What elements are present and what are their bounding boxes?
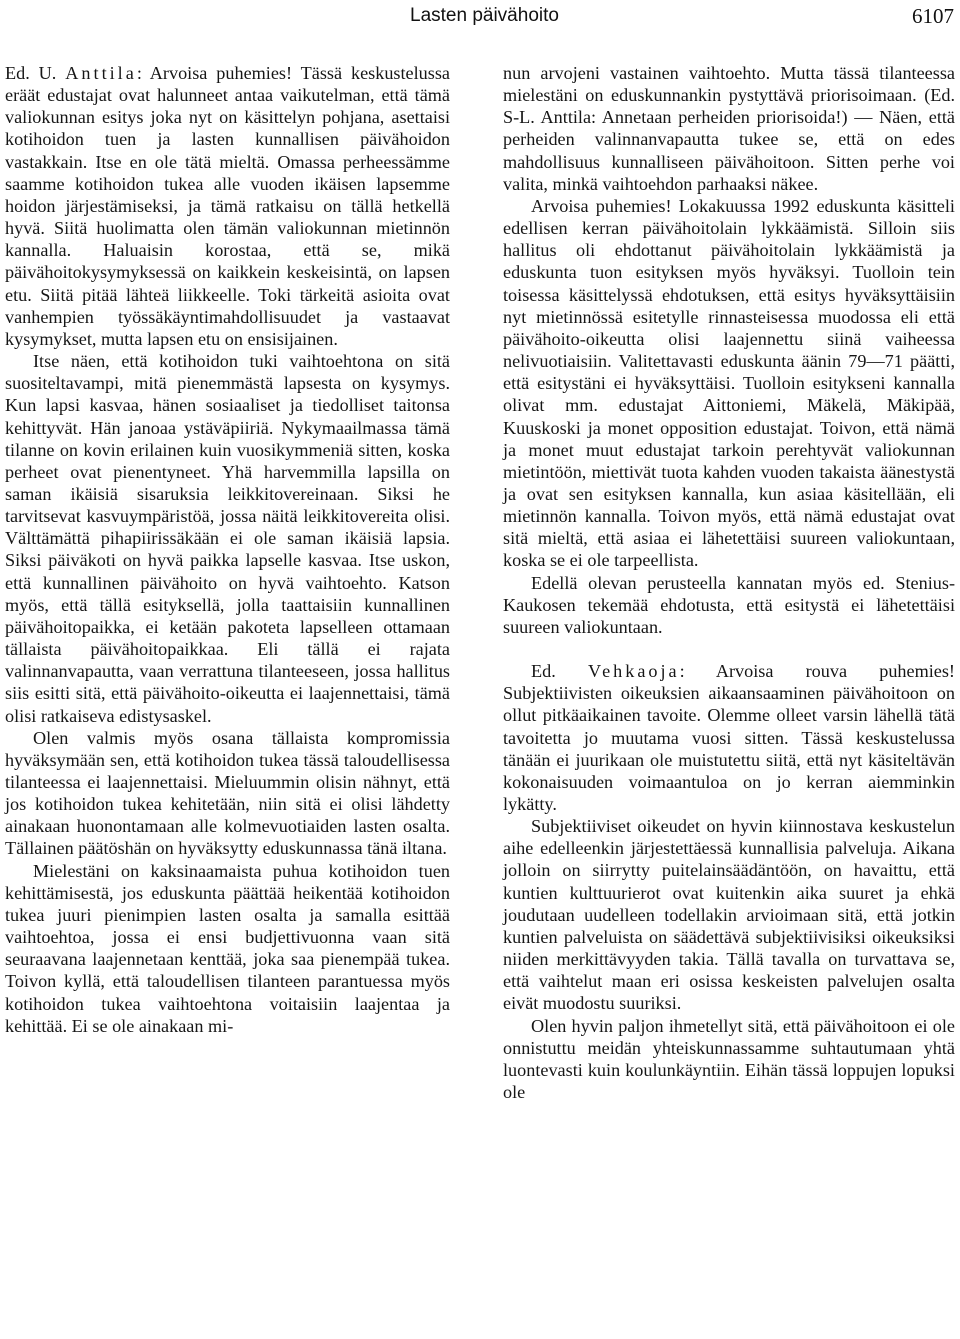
speaker-name: Anttila	[65, 63, 137, 83]
paragraph-anttila-speech	[5, 62, 450, 350]
paragraph: Edellä olevan perusteella kannatan myös ed. Stenius-Kaukosen tekemää ehdotusta, että esitystä ei lähetettäisi suureen valiokuntaan.	[503, 572, 955, 637]
right-column	[503, 62, 955, 1103]
paragraph: Olen valmis myös osana tällaista kompromissia hyväksymään sen, että kotihoidon tukea tässä taloudellisessa tilanteessa ei laajennettaisi. Mieluummin olisin nähnyt, että jos kotihoidon tukea kehitetään, niin sitä ei olisi lähdetty ainakaan huonontamaan alle kolmevuotiaiden lasten osalta. Tällainen päätöshän on hyväksytty eduskunnassa tänä iltana.	[5, 727, 450, 859]
paragraph: Arvoisa puhemies! Lokakuussa 1992 eduskunta käsitteli edellisen kerran päivähoitolain lykkäämistä. Silloin siis hallitus oli ehdottanut päivähoitolain lykkäämistä ja eduskunta tuon esityksen myös hyväksyi. Tuolloin tein toisessa käsittelyssä ehdotuksen, että esitys hyväksyttäisiin nyt mietinnössä esitetylle rinnasteisessa muodossa eli että päivähoito-oikeutta olisi laajennettu siinä vaiheessa nelivuotiaisiin. Valitettavasti eduskunta äänin 79—71 päätti, että esitystäni ei hyväksyttäisi. Tuolloin esitykseni kannalla olivat mm. edustajat Aittoniemi, Mäkelä, Mäkipää, Kuuskoski ja monet opposition edustajat. Toivon, että nämä ja monet muut edustajat tarkoin perehtyvät valiokunnan mietintöön, miettivät tuota kahden vuoden takaista äänestystä ja ovat sen esityksen kannalla, kun asiaa käsitellään, eli mietinnön kannalla. Toivon myös, että nämä edustajat ovat sitä mieltä, että asiaa ei lähetettäisi suureen valiokuntaan, koska se ei ole tarpeellista.	[503, 195, 955, 571]
paragraph-text: : Arvoisa puhemies! Tässä keskustelussa eräät edustajat ovat halunneet antaa vaikutelman, että tämä valiokunnan esitys joka nyt on käsittelyn pohjana, asettaisi kotihoidon tuen ja lasten kunnallisen päivähoidon vastakkain. Itse en ole tätä mieltä. Omassa perheessämme saamme kotihoidon tukea alle vuoden ikäisen lapsemme hoidon järjestämiseksi, ja tämä ratkaisu on tällä hetkellä hyvä. Siitä huolimatta olen tämän valiokunnan mietinnön kannalla. Haluaisin korostaa, että se, mikä päivähoitokysymyksessä on kaikkein keskeisintä, on lapsen etu. Siitä pitää lähteä liikkeelle. Toki tärkeitä asioita ovat vanhempien työssäkäyntimahdollisuudet ja vastaavat kysymykset, mutta lapsen etu on ensisijainen.	[5, 63, 451, 349]
paragraph-text: : Arvoisa rouva puhemies! Subjektiivisten oikeuksien aikaansaaminen päivähoitoon on ollut pitkäaikainen tavoite. Olemme olleet varsin lähellä tätä tavoitetta jo muutama vuosi sitten. Tässä keskustelussa tänään ei juurikaan ole muistutettu siitä, että nyt käsiteltävän kokonaisuuden voimaantuloa on jo kerran aiemminkin lykätty.	[503, 661, 955, 814]
paragraph: Olen hyvin paljon ihmetellyt sitä, että päivähoitoon ei ole onnistuttu meidän yhteiskunnassamme suhtautumaan yhtä luontevasti kuin koulunkäyntiin. Eihän tässä loppujen lopuksi ole	[503, 1015, 955, 1103]
speaker-name: Vehkaoja	[587, 661, 680, 682]
paragraph: Mielestäni on kaksinaamaista puhua kotihoidon tuen kehittämisestä, jos eduskunta päättää heikentää kotihoidon tukea juuri pienimpien lasten osalta ja samalla esittää vaihtoehtoa, jossa ei ensi budjettivuonna vaan sitä seuraavana laajennetaan kenttää, joka saa pienempää tukea. Toivon kyllä, että taloudellisen tilanteen parantuessa myös kotihoidon tukea vaihtoehtona voitaisiin laajentaa ja kehittää. Ei se ole ainakaan mi-	[5, 860, 450, 1036]
speaker-prefix: Ed. U.	[5, 63, 66, 83]
paragraph-continued: nun arvojeni vastainen vaihtoehto. Mutta tässä tilanteessa mielestäni on eduskunnankin pystyttävä priorisoimaan. (Ed. S-L. Anttila: Annetaan perheiden priorisoida!) — Näen, että perheiden valinnanvapautta tukee se, että on edes mahdollisuus kunnalliseen päivähoitoon. Sitten perhe voi valita, minkä vaihtoehdon parhaaksi näkee.	[503, 63, 955, 194]
speaker-prefix: Ed.	[531, 661, 588, 682]
paragraph-vehkaoja-speech	[503, 660, 955, 815]
left-column	[5, 62, 450, 1037]
page-header	[0, 0, 960, 40]
page-number: 6107	[912, 4, 954, 28]
running-head-title: Lasten päivähoito	[410, 5, 559, 26]
paragraph: Itse näen, että kotihoidon tuki vaihtoehtona on sitä suositeltavampi, mitä pienemmästä lapsesta on kysymys. Kun lapsi kasvaa, hänen sosiaaliset ja tiedolliset taitonsa kehittyvät. Hän janoaa ystäväpiiriä. Nykymaailmassa tämä tilanne on kovin erilainen kuin vuosikymmeniä sitten, koska perheet ovat pienentyneet. Yhä harvemmilla lapsilla on saman ikäisiä sisaruksia leikkitovereinaan. Siksi he tarvitsevat kasvuympäristöä, jossa näitä leikkitovereita olisi. Välttämättä pihapiirissäkään ei ole saman ikäisiä lapsia. Siksi päiväkoti on hyvä paikka lapselle kasvaa. Itse uskon, että kunnallinen päivähoito on hyvä vaihtoehto. Katson myös, että tällä esityksellä, jolla taattaisiin kunnallinen päivähoitopaikka, ei ketään pakoteta lapselleen ottamaan tällaista päivähoitopaikkaa. Eli tällä ei rajata valinnanvapautta, vaan verrattuna tilanteeseen, jossa hallitus siis esitti sitä, että päivähoito-oikeutta ei laajennettaisi, tämä olisi ratkaiseva edistysaskel.	[5, 351, 450, 726]
paragraph: Subjektiiviset oikeudet on hyvin kiinnostava keskustelun aihe edelleenkin järjestettäessä kunnallisia palveluja. Aikana jolloin on siirrytty puitelainsäädäntöön, on havaittu, että kuntien kulttuurierot ovat kuitenkin aika suuret ja ehkä joudutaan uudelleen todellakin arvioimaan sitä, että jotkin kuntien palveluista on säädettävä subjektiivisiksi oikeuksiksi niiden merkittävyyden takia. Tällä tavalla on turvattava se, että vaihtelut maan eri osissa keskeisten palvelujen osalta eivät muodostu suuriksi.	[503, 816, 955, 1014]
